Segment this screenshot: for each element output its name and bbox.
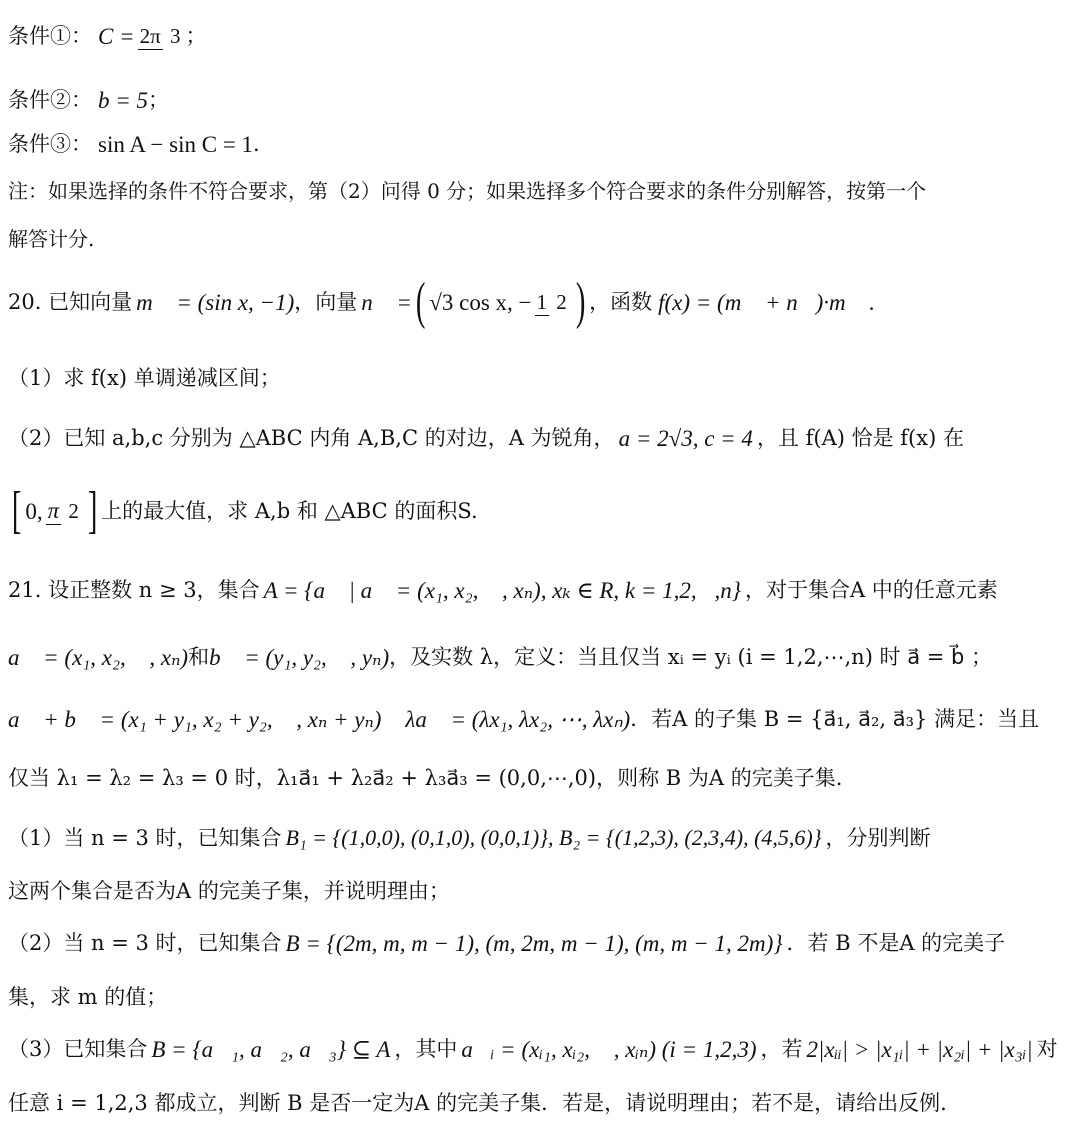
condition-2-math: b = 5 [98, 87, 149, 113]
q21-part-1-c: ，分别判断 [825, 825, 931, 850]
q21-part-2-set: B = {(2m, m, m − 1), (m, 2m, m − 1), (m, m − 1, 2m)} [285, 930, 783, 956]
q21-line-2 [8, 640, 1072, 674]
q21-part-2-a: （2）当 n = 3 时，已知集合 [8, 930, 282, 955]
q20-n-vector-b: √3 cos x, − [429, 289, 532, 315]
q21-part-1-sets: B₁ = {(1,0,0), (0,1,0), (0,0,1)}, B₂ = {(1,2,3), (2,3,4), (4,5,6)} [285, 825, 822, 850]
q21-part-3-g: 对 [1036, 1036, 1058, 1061]
q21-part-1-a: （1）当 n = 3 时，已知集合 [8, 825, 282, 850]
condition-1-denominator: 3 [169, 23, 181, 48]
q20-part-2-c: ，且 f(A) 恰是 f(x) 在 [756, 425, 964, 450]
condition-3-math: sin A − sin C = 1 [98, 131, 254, 157]
q21-set-a: A = {a⃗ | a⃗ = (x₁, x₂, ⋯, xₙ), xₖ ∈ R, k = 1,2,⋯,n} [263, 577, 741, 603]
q21-line-3 [8, 702, 1072, 736]
q20-n-denominator: 2 [556, 289, 567, 314]
q21-line-3-c: ．若A 的子集 B = {a⃗₁, a⃗₂, a⃗₃} 满足：当且 [630, 706, 1040, 731]
q21-scalar-def: λa⃗ = (λx₁, λx₂, ⋯, λxₙ) [405, 706, 631, 732]
condition-3 [8, 130, 1072, 158]
q21-vector-b: b⃗ = (y₁, y₂, ⋯, yₙ) [209, 644, 390, 670]
q20-part-1: （1）求 f(x) 单调递减区间； [8, 365, 281, 390]
q20-stem-b: ，向量 [294, 289, 358, 314]
q21-part-3-cont: 任意 i = 1,2,3 都成立，判断 B 是否一定为A 的完美子集．若是，请说明理由；若不是，请给出反例. [8, 1090, 947, 1115]
condition-1-fraction [138, 25, 183, 47]
condition-1-math: C = [98, 23, 135, 49]
q20-stem-a: 20. 已知向量 [8, 289, 133, 314]
q20-interval-fraction [46, 499, 81, 523]
note-line-2: 解答计分. [8, 227, 95, 251]
q20-f-definition: f(x) = (m⃗ + n⃗)·m⃗ . [658, 289, 876, 315]
q21-part-2 [8, 925, 1072, 961]
q20-part-2-cont [8, 476, 1072, 546]
q21-part-2-cont: 集，求 m 的值； [8, 984, 168, 1009]
q20-part-2-a: （2）已知 a,b,c 分别为 △ABC 内角 A,B,C 的对边，A 为锐角， [8, 425, 615, 450]
q21-part-3-e: ，若 [760, 1036, 803, 1061]
condition-1 [8, 10, 1072, 62]
condition-3-label: 条件③： [8, 131, 92, 156]
q20-part-2 [8, 423, 1072, 453]
condition-1-label: 条件①： [8, 23, 92, 48]
q20-n-vector-a: n⃗ = [361, 289, 412, 315]
q20-stem [8, 268, 1072, 336]
q21-line-4: 仅当 λ₁ = λ₂ = λ₃ = 0 时，λ₁a⃗₁ + λ₂a⃗₂ + λ₃a⃗₃ = (0,0,⋯,0)，则称 B 为A 的完美子集. [8, 765, 843, 790]
q21-line-1-a: 21. 设正整数 n ≥ 3，集合 [8, 577, 260, 602]
condition-1-tail: ； [185, 23, 207, 48]
q21-part-3-elements: a⃗ᵢ = (xᵢ₁, xᵢ₂, ⋯, xᵢₙ) (i = 1,2,3) [461, 1036, 757, 1062]
q20-part-2-d: 上的最大值，求 A,b 和 △ABC 的面积S. [101, 498, 478, 523]
q20-right-paren: ) [575, 272, 586, 330]
condition-1-numerator: 2π [139, 23, 161, 48]
q21-part-3-inequality: 2|xᵢᵢ| > |x₁ᵢ| + |x₂ᵢ| + |x₃ᵢ| [806, 1036, 1033, 1062]
q21-vector-a: a⃗ = (x₁, x₂, ⋯, xₙ) [8, 644, 189, 670]
condition-2-label: 条件②： [8, 87, 92, 112]
q20-left-paren: ( [415, 272, 426, 330]
q20-stem-c: ，函数 [589, 289, 653, 314]
q20-left-bracket: [ [11, 481, 22, 539]
q21-part-1 [8, 820, 1072, 856]
q20-interval-denominator: 2 [68, 498, 79, 523]
q20-n-numerator: 1 [536, 289, 548, 314]
q20-interval-a: 0, [25, 498, 43, 524]
q21-line-1-c: ，对于集合A 中的任意元素 [744, 577, 998, 602]
q21-line-2-d: ，及实数 λ，定义：当且仅当 xᵢ = yᵢ (i = 1,2,⋯,n) 时 a⃗ = b⃗ ； [389, 644, 993, 669]
q20-right-bracket: ] [87, 481, 98, 539]
q20-interval-numerator: π [47, 497, 60, 523]
q20-part-2-b: a = 2√3, c = 4 [618, 425, 753, 451]
q20-m-vector: m⃗ = (sin x, −1) [136, 289, 295, 315]
q21-part-3-a: （3）已知集合 [8, 1036, 148, 1061]
q21-line-1 [8, 570, 1072, 610]
q21-part-3-set: B = {a⃗₁, a⃗₂, a⃗₃} ⊆ A [151, 1036, 391, 1062]
q21-part-3-c: ，其中 [394, 1036, 458, 1061]
condition-3-tail: . [253, 131, 260, 156]
condition-2 [8, 86, 1072, 114]
q21-part-3 [8, 1031, 1072, 1067]
q21-line-2-b: 和 [188, 644, 210, 669]
note-line-1: 注：如果选择的条件不符合要求，第（2）问得 0 分；如果选择多个符合要求的条件分别解答，按第一个 [8, 179, 927, 203]
q21-part-2-c: ．若 B 不是A 的完美子 [786, 930, 1006, 955]
q21-sum-def: a⃗ + b⃗ = (x₁ + y₁, x₂ + y₂, ⋯, xₙ + yₙ)； [8, 706, 400, 732]
q21-part-1-cont: 这两个集合是否为A 的完美子集，并说明理由； [8, 878, 450, 903]
condition-2-tail: ； [148, 87, 170, 112]
q20-n-fraction [535, 291, 569, 313]
